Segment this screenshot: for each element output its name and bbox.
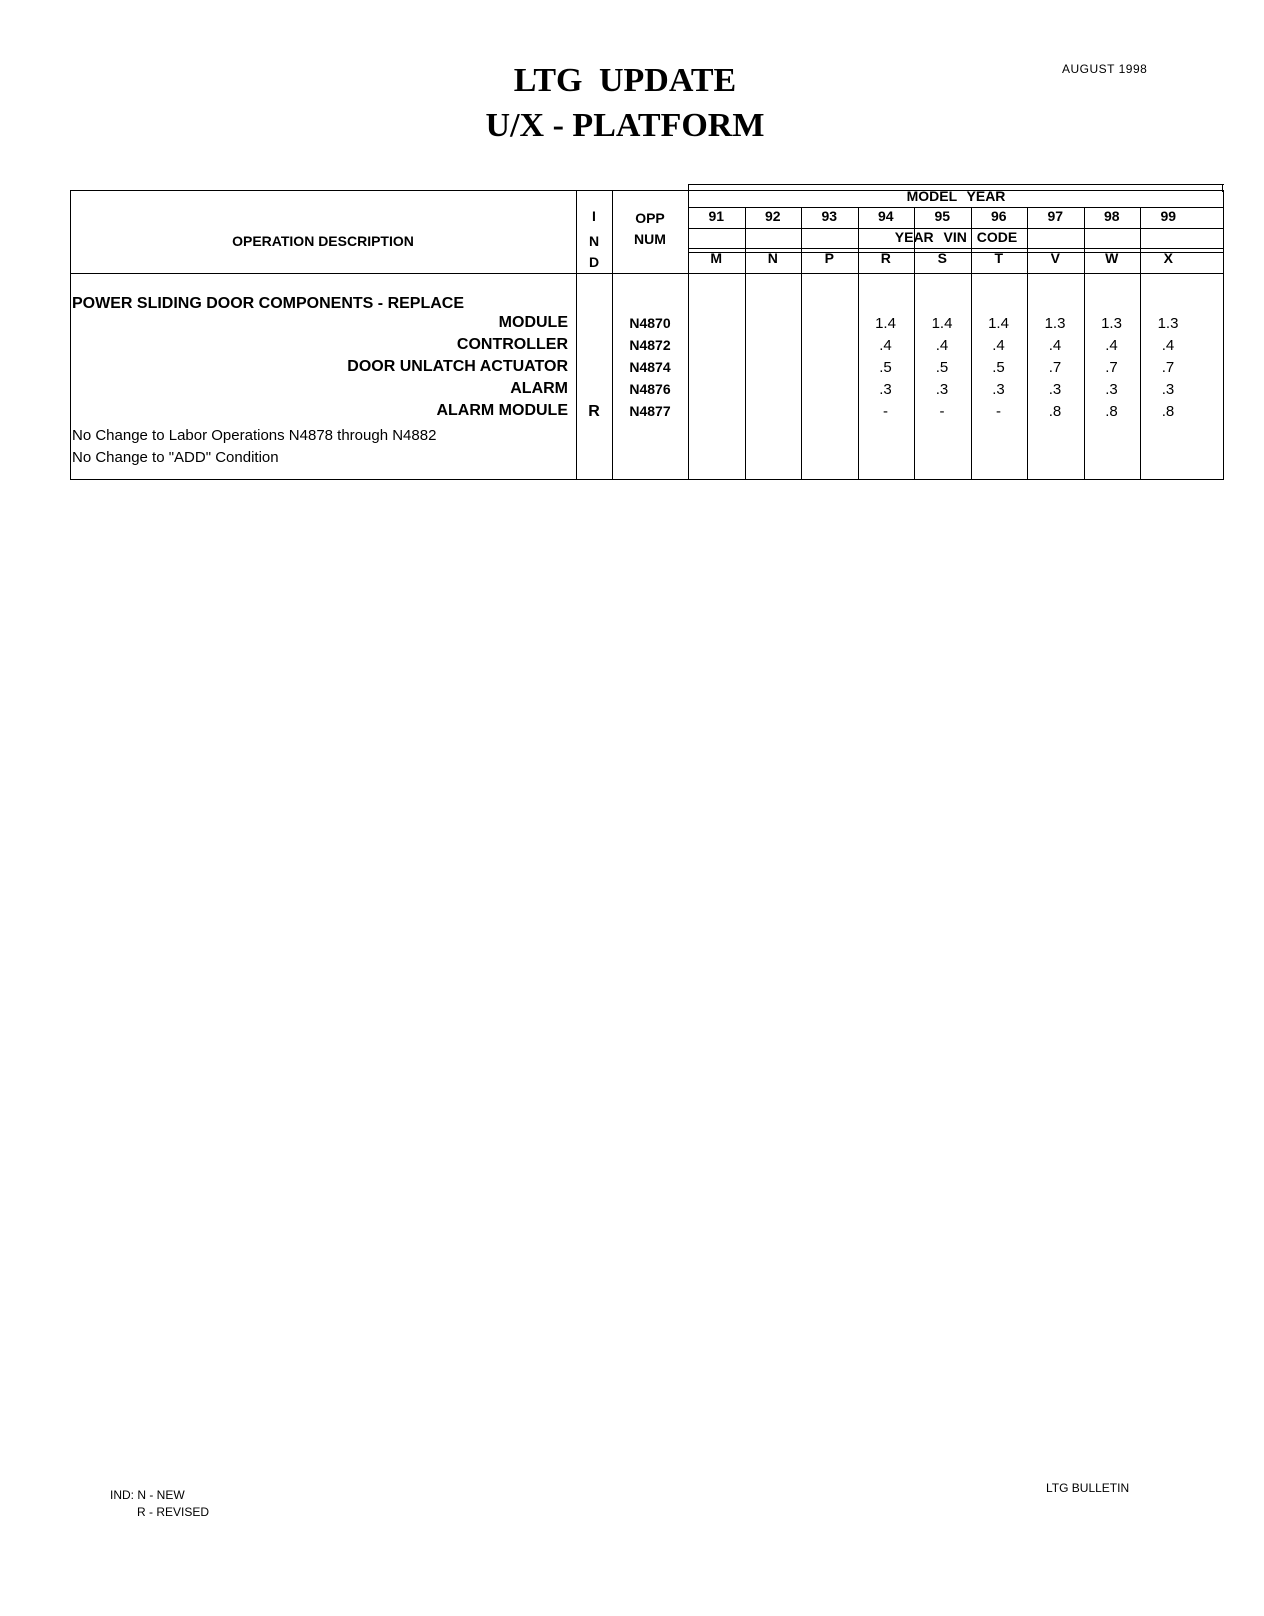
operation-label: MODULE [498, 314, 568, 331]
vin-code-header-cell: R [880, 250, 891, 266]
ind-header-n: N [588, 233, 600, 249]
year-header: 95 [934, 208, 951, 224]
legend-new: IND: N - NEW [110, 1488, 185, 1502]
year-header: 94 [877, 208, 894, 224]
labor-time-cell: .3 [1161, 381, 1175, 398]
labor-time-cell: - [883, 403, 888, 420]
ind-header-i: I [592, 208, 596, 224]
vin-code-header: YEAR VIN CODE [894, 229, 1018, 245]
labor-time-cell: .7 [1161, 359, 1175, 376]
vin-code-header-cell: X [1163, 250, 1173, 266]
labor-time-cell: 1.4 [988, 315, 1009, 332]
labor-time-cell: .4 [935, 337, 949, 354]
model-year-header: MODEL YEAR [906, 188, 1006, 204]
labor-time-cell: 1.4 [875, 315, 896, 332]
labor-time-cell: 1.3 [1044, 315, 1066, 332]
year-header: 91 [708, 208, 725, 224]
section-title: POWER SLIDING DOOR COMPONENTS - REPLACE [72, 295, 465, 312]
vin-code-header-cell: W [1105, 250, 1119, 266]
vin-code-header-cell: S [937, 250, 947, 266]
labor-time-cell: .4 [1161, 337, 1175, 354]
labor-time-cell: 1.4 [931, 315, 953, 332]
opp-num-cell: N4872 [629, 337, 671, 353]
year-header: 96 [990, 208, 1007, 224]
year-header: 99 [1160, 208, 1177, 224]
operation-label: DOOR UNLATCH ACTUATOR [347, 358, 568, 375]
note-1: No Change to Labor Operations N4878 through N4882 [72, 427, 437, 444]
header-bottom-rule [70, 273, 1224, 274]
labor-time-cell: .7 [1048, 359, 1062, 376]
operation-label: ALARM MODULE [436, 402, 568, 419]
labor-time-cell: .3 [1105, 381, 1118, 398]
labor-time-cell: .4 [1048, 337, 1062, 354]
operation-label: CONTROLLER [456, 336, 568, 353]
vin-code-header-cell: V [1050, 250, 1060, 266]
year-header: 92 [764, 208, 781, 224]
labor-time-cell: .5 [879, 359, 892, 376]
ind-header-d: D [588, 254, 600, 270]
labor-time-cell: .3 [1048, 381, 1062, 398]
labor-time-cell: .8 [1048, 403, 1062, 420]
labor-time-cell: .4 [992, 337, 1005, 354]
labor-time-cell: .3 [935, 381, 949, 398]
opp-num-cell: N4877 [629, 403, 671, 419]
year-header: 98 [1103, 208, 1120, 224]
vin-code-header-cell: P [824, 250, 834, 266]
labor-time-cell: 1.3 [1101, 315, 1122, 332]
legend-revised: R - REVISED [137, 1505, 210, 1519]
labor-time-cell: .3 [992, 381, 1005, 398]
operation-label: ALARM [510, 380, 568, 397]
operation-description-header: OPERATION DESCRIPTION [232, 233, 414, 249]
labor-time-table [70, 190, 1224, 480]
labor-time-cell: .8 [1105, 403, 1118, 420]
model-year-top-rule [688, 184, 1224, 185]
labor-time-cell: - [939, 403, 945, 420]
opp-header: OPP [635, 210, 665, 226]
opp-num-cell: N4870 [629, 315, 671, 331]
rule [688, 248, 1224, 249]
page-title: LTG UPDATE [513, 62, 737, 99]
note-2: No Change to "ADD" Condition [72, 449, 279, 466]
labor-time-cell: .8 [1161, 403, 1175, 420]
labor-time-cell: .3 [879, 381, 892, 398]
labor-time-cell: 1.3 [1157, 315, 1179, 332]
page-subtitle: U/X - PLATFORM [485, 107, 765, 144]
date-label: AUGUST 1998 [1062, 62, 1148, 76]
labor-time-cell: .4 [1105, 337, 1118, 354]
year-header: 97 [1047, 208, 1064, 224]
vin-code-header-cell: M [710, 250, 723, 266]
rule [801, 207, 802, 480]
rule [745, 207, 746, 480]
labor-time-cell: .4 [879, 337, 892, 354]
ind-cell: R [588, 403, 600, 420]
labor-time-cell: .5 [935, 359, 949, 376]
vin-code-header-cell: N [767, 250, 778, 266]
labor-time-cell: - [996, 403, 1001, 420]
year-header: 93 [821, 208, 838, 224]
vin-code-header-cell: T [994, 250, 1004, 266]
labor-time-cell: .5 [992, 359, 1005, 376]
opp-num-cell: N4876 [629, 381, 671, 397]
num-header: NUM [634, 231, 666, 247]
opp-num-cell: N4874 [629, 359, 671, 375]
footer-right: LTG BULLETIN [1046, 1481, 1130, 1495]
labor-time-cell: .7 [1105, 359, 1118, 376]
